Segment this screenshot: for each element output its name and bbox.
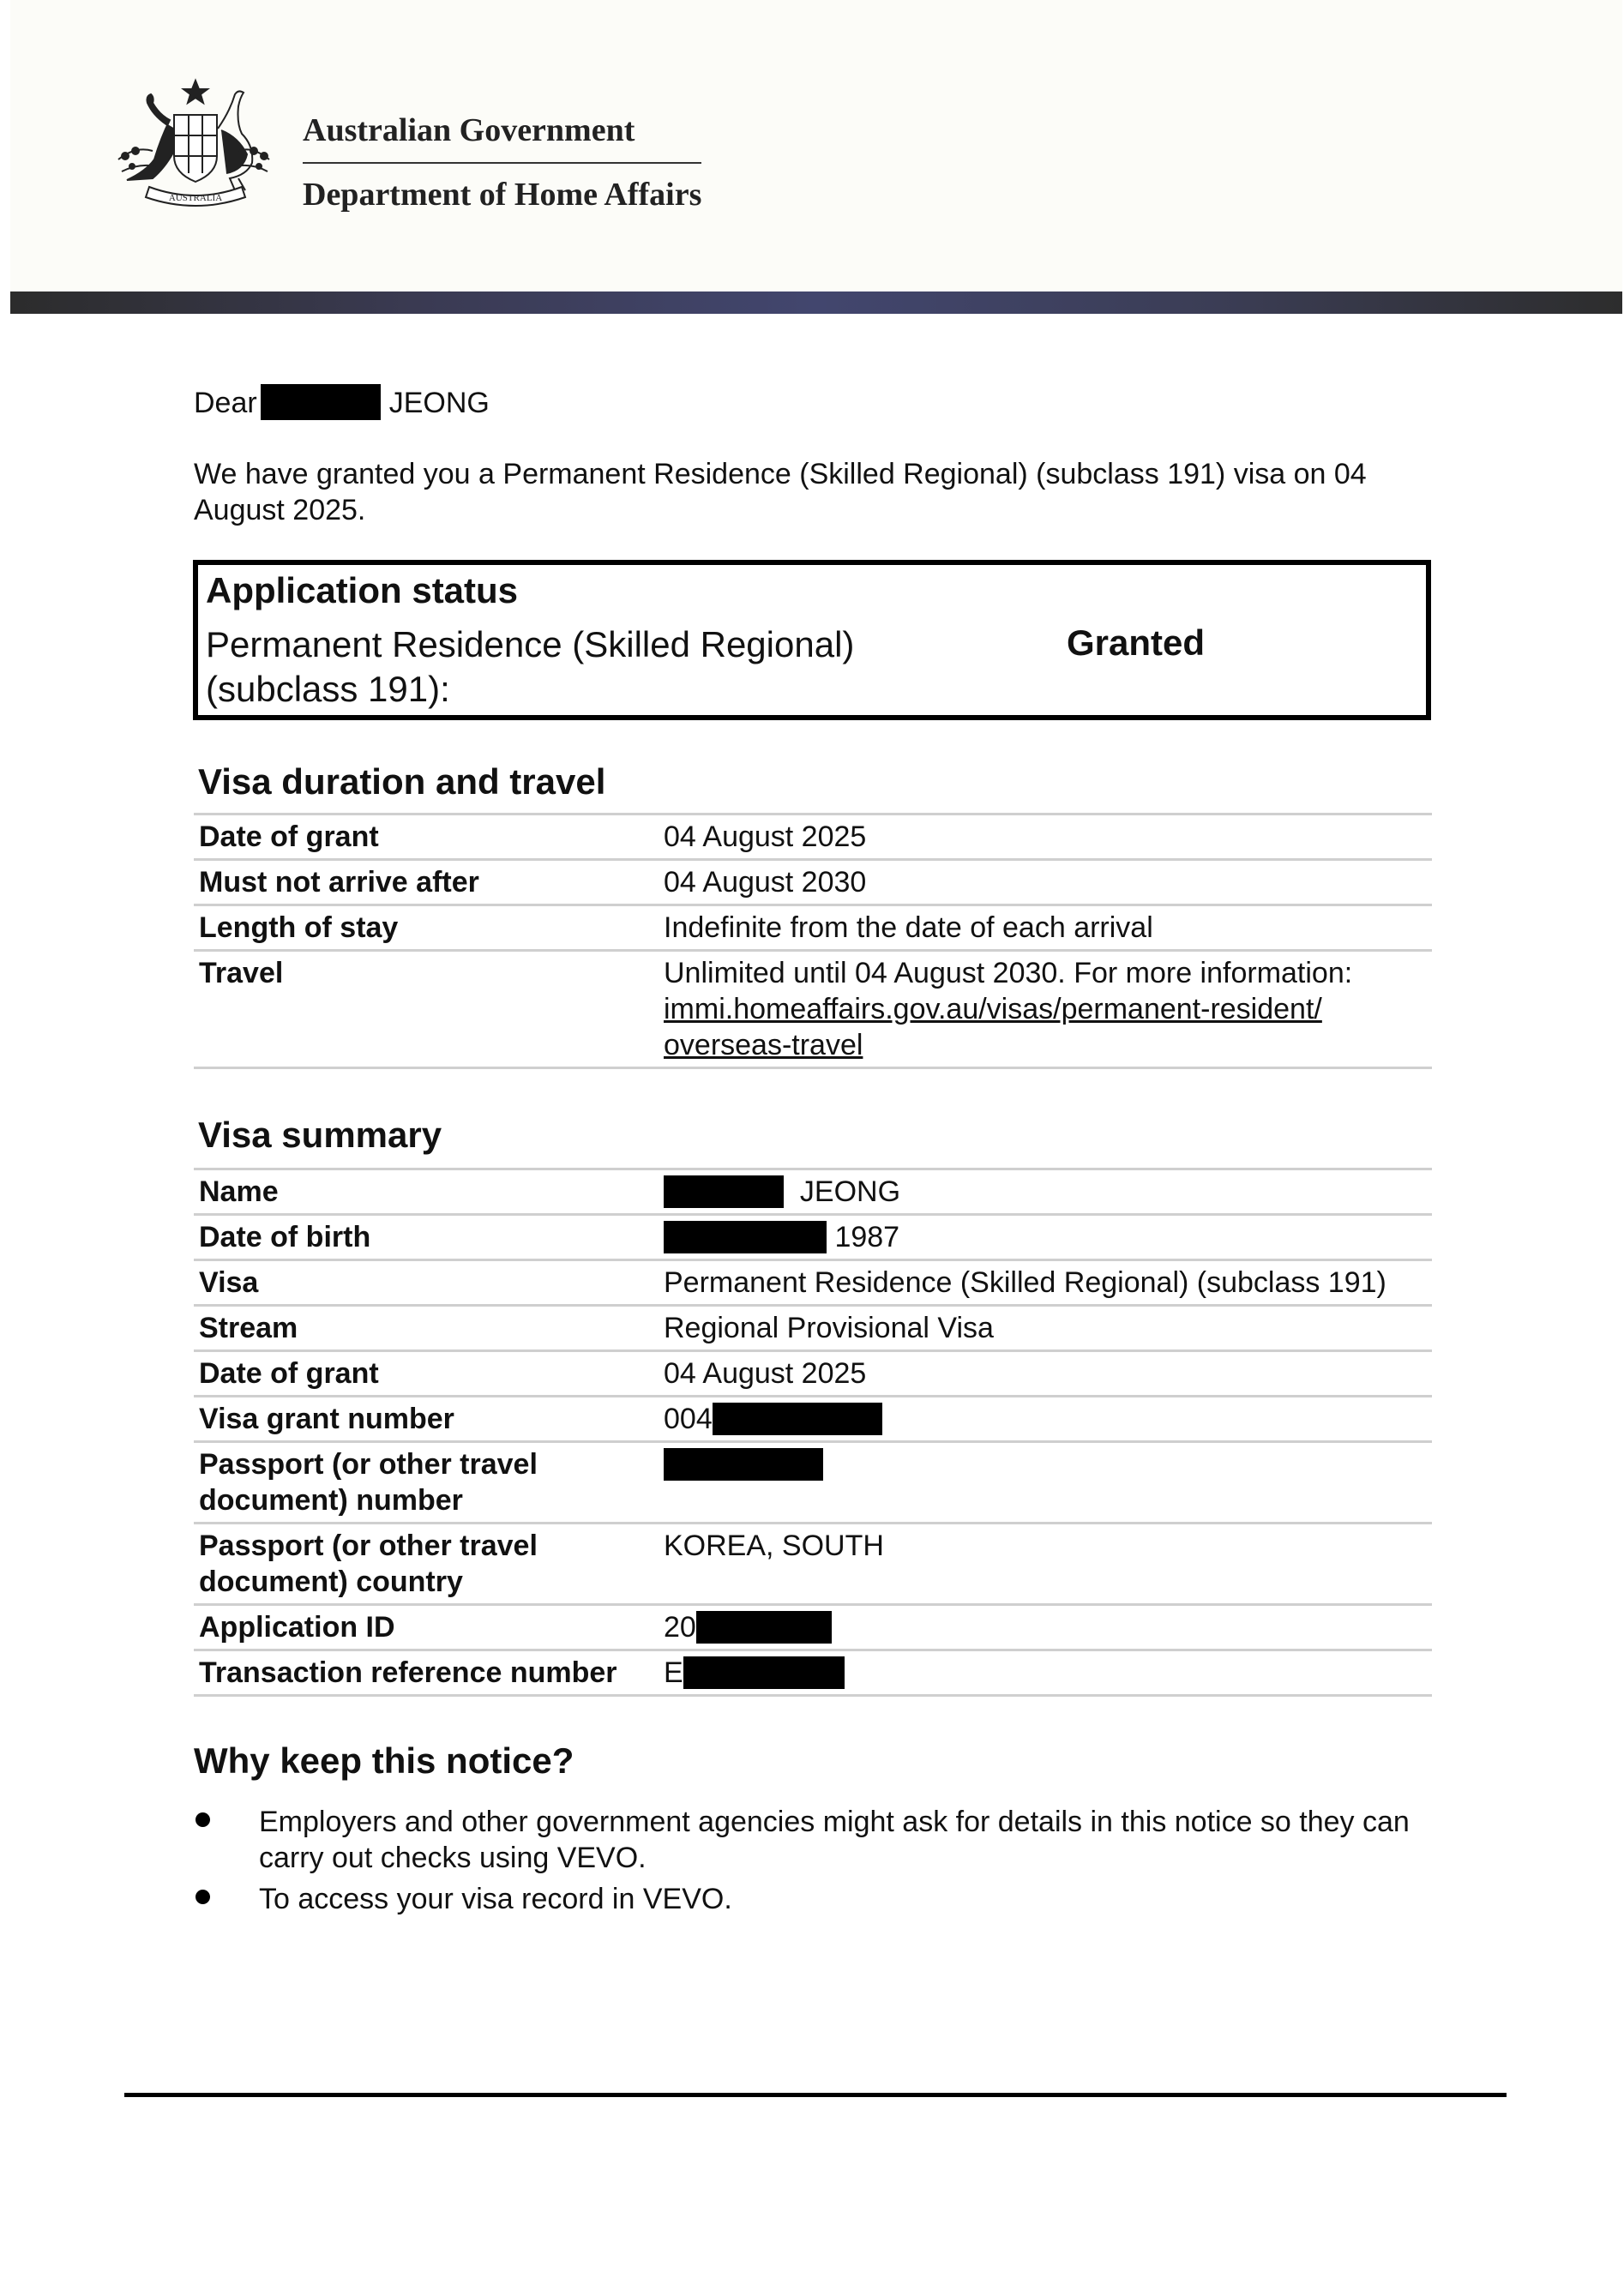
redacted-application-id <box>696 1611 832 1644</box>
salutation-line <box>194 387 490 423</box>
list-item <box>194 1881 1429 1917</box>
table-row <box>194 1306 1432 1351</box>
row-value <box>653 1215 1432 1260</box>
header-color-bar <box>10 292 1622 314</box>
coat-of-arms-icon <box>101 77 290 214</box>
grant-number-prefix: 004 <box>664 1403 713 1436</box>
row-label: Transaction reference number <box>194 1650 653 1696</box>
row-label: Passport (or other travel document) country <box>194 1524 653 1605</box>
table-row <box>194 1650 1432 1696</box>
redacted-transaction-reference <box>683 1656 845 1689</box>
table-row <box>194 951 1432 1068</box>
travel-text: Unlimited until 04 August 2030. For more information: <box>664 957 1353 989</box>
table-row <box>194 1605 1432 1650</box>
overseas-travel-link[interactable] <box>664 993 1322 1061</box>
crest-scroll-text: AUSTRALIA <box>168 193 223 203</box>
row-value: Regional Provisional Visa <box>653 1306 1432 1351</box>
row-label: Date of grant <box>194 814 653 860</box>
row-value <box>653 1650 1432 1696</box>
trn-prefix: E <box>664 1656 683 1690</box>
recipient-surname: JEONG <box>388 387 490 419</box>
row-label: Length of stay <box>194 905 653 951</box>
table-row <box>194 1442 1432 1524</box>
row-value: Permanent Residence (Skilled Regional) (subclass 191) <box>653 1260 1432 1306</box>
row-label: Application ID <box>194 1605 653 1650</box>
row-label: Travel <box>194 951 653 1068</box>
row-label: Date of birth <box>194 1215 653 1260</box>
application-id-prefix: 20 <box>664 1611 696 1644</box>
row-value: KOREA, SOUTH <box>653 1524 1432 1605</box>
table-row <box>194 860 1432 905</box>
government-name: Australian Government <box>303 112 635 148</box>
grant-intro-text: We have granted you a Permanent Residence (Skilled Regional) (subclass 191) visa on 04 August 2025. <box>194 458 1367 526</box>
footer-divider <box>124 2093 1507 2097</box>
row-value: 04 August 2025 <box>653 1351 1432 1397</box>
status-visa-label: Permanent Residence (Skilled Regional) (subclass 191): <box>206 624 855 709</box>
bullet-icon <box>195 1812 210 1827</box>
duration-section-title: Visa duration and travel <box>198 761 606 802</box>
status-badge: Granted <box>1067 622 1206 663</box>
why-keep-title: Why keep this notice? <box>194 1740 574 1781</box>
row-value: 04 August 2025 <box>653 814 1432 860</box>
row-value: Indefinite from the date of each arrival <box>653 905 1432 951</box>
why-keep-list <box>194 1804 1429 1922</box>
summary-section-title: Visa summary <box>198 1115 442 1155</box>
redacted-birth-date <box>664 1221 827 1253</box>
link-text-part-2: overseas-travel <box>664 1029 863 1061</box>
redacted-given-name <box>664 1175 784 1208</box>
redacted-given-name <box>261 384 381 420</box>
redacted-grant-number <box>713 1403 882 1435</box>
name-surname: JEONG <box>799 1175 901 1208</box>
table-row <box>194 1215 1432 1260</box>
table-row <box>194 1351 1432 1397</box>
row-value: 04 August 2030 <box>653 860 1432 905</box>
table-row <box>194 814 1432 860</box>
redacted-passport-number <box>664 1448 823 1481</box>
table-row <box>194 1260 1432 1306</box>
status-title: Application status <box>206 570 519 610</box>
table-row <box>194 1397 1432 1442</box>
duration-table <box>194 813 1432 1069</box>
visa-summary-table <box>194 1168 1432 1697</box>
row-label: Stream <box>194 1306 653 1351</box>
header-divider <box>303 162 701 164</box>
link-text-part-1: immi.homeaffairs.gov.au/visas/permanent-resident/ <box>664 993 1322 1025</box>
row-label: Must not arrive after <box>194 860 653 905</box>
row-label: Visa <box>194 1260 653 1306</box>
salutation: Dear <box>194 387 257 419</box>
row-value <box>653 1169 1432 1215</box>
row-label: Visa grant number <box>194 1397 653 1442</box>
travel-value <box>653 951 1432 1068</box>
department-name: Department of Home Affairs <box>303 177 702 213</box>
birth-year: 1987 <box>834 1221 900 1254</box>
row-label: Passport (or other travel document) number <box>194 1442 653 1524</box>
bullet-icon <box>195 1890 210 1904</box>
list-item <box>194 1804 1429 1876</box>
row-value <box>653 1397 1432 1442</box>
list-item-text: To access your visa record in VEVO. <box>259 1883 732 1915</box>
table-row <box>194 1524 1432 1605</box>
table-row <box>194 1169 1432 1215</box>
list-item-text: Employers and other government agencies might ask for details in this notice so they can carry out checks using VEVO. <box>259 1806 1410 1874</box>
application-status-box <box>193 560 1431 720</box>
row-label: Name <box>194 1169 653 1215</box>
row-value <box>653 1605 1432 1650</box>
row-value <box>653 1442 1432 1524</box>
row-label: Date of grant <box>194 1351 653 1397</box>
table-row <box>194 905 1432 951</box>
